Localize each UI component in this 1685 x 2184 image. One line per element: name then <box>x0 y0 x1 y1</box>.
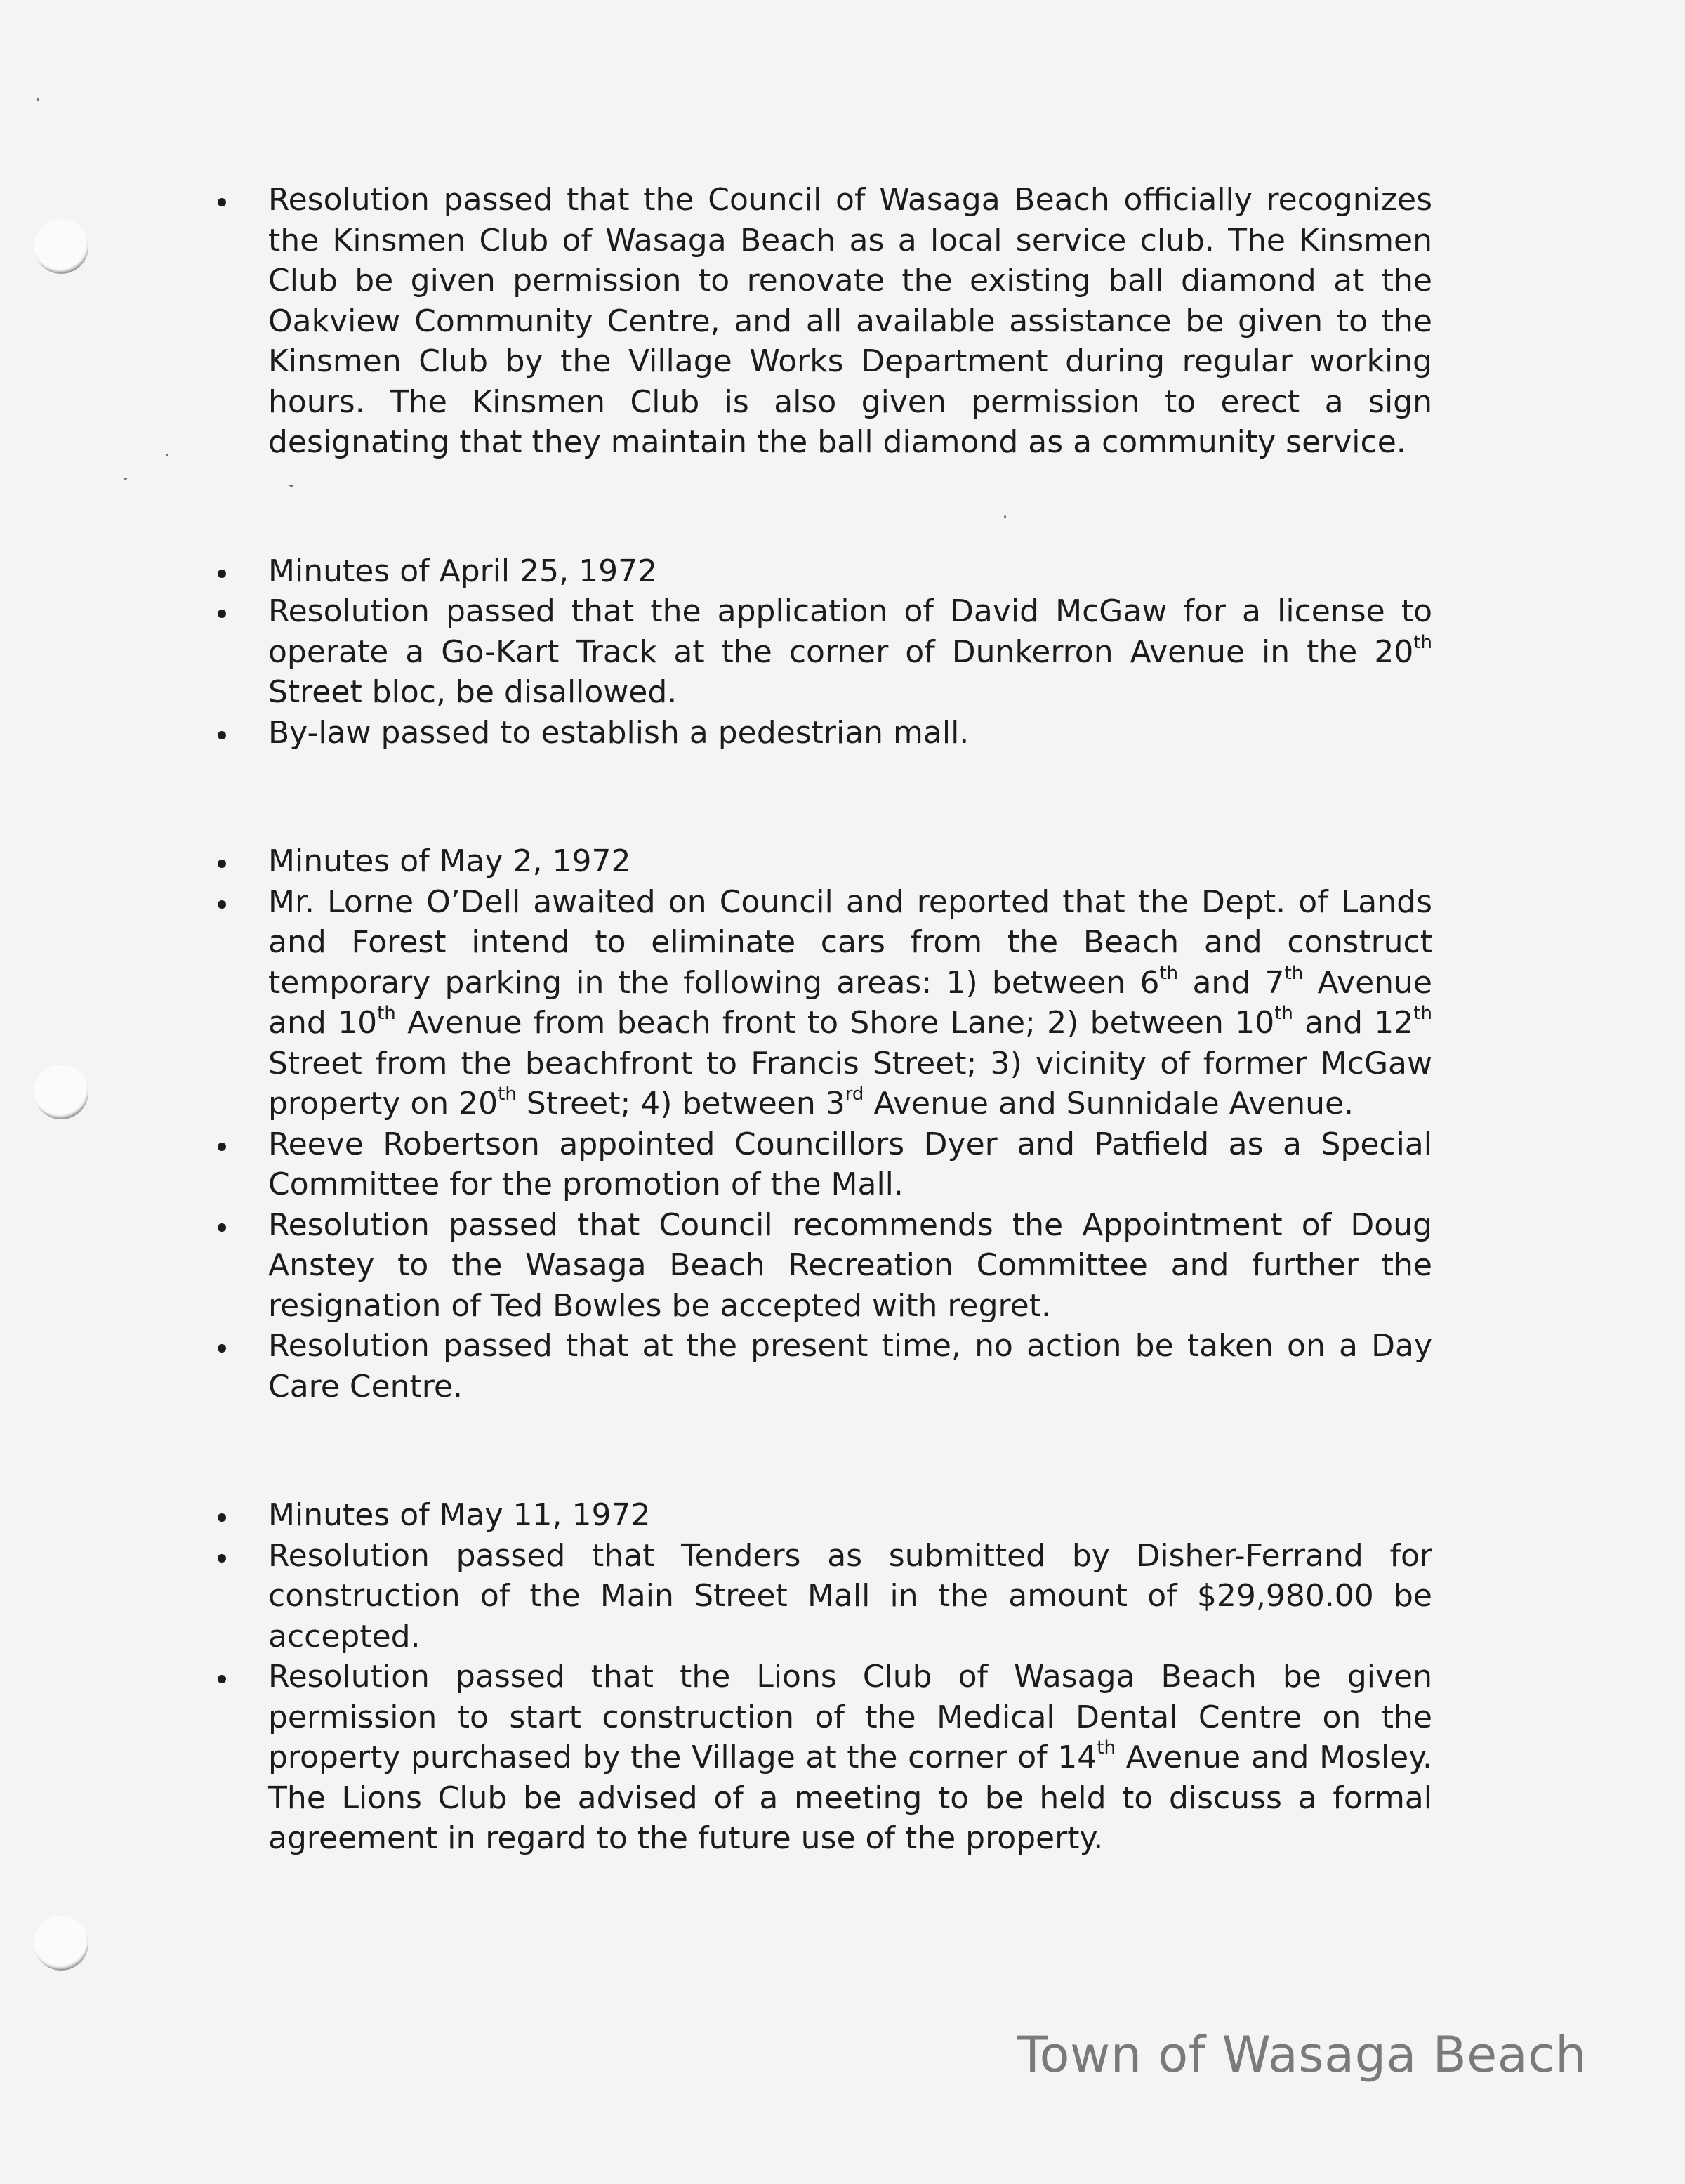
list-item: Resolution passed that at the present time, no action be taken on a Day Care Centre. <box>211 1326 1432 1407</box>
list-item: Resolution passed that the application of David McGaw for a license to operate a Go-Kart Track at the corner of Dunkerron Avenue in the 20th Street bloc, be disallowed. <box>211 591 1432 713</box>
punch-hole-top <box>34 219 88 274</box>
section-may-2 <box>211 841 1432 1407</box>
list-item: Mr. Lorne O’Dell awaited on Council and reported that the Dept. of Lands and Forest intend to eliminate cars from the Beach and construct temporary parking in the following areas: 1) between 6th and 7th Avenue and 10th Avenue from beach front to Shore Lane; 2) between 10th and 12th Street from the beachfront to Francis Street; 3) vicinity of former McGaw property on 20th Street; 4) between 3rd Avenue and Sunnidale Avenue. <box>211 882 1432 1124</box>
minutes-heading: Minutes of April 25, 1972 <box>211 551 1432 592</box>
section-april-25 <box>211 551 1432 754</box>
minutes-heading: Minutes of May 2, 1972 <box>211 841 1432 882</box>
list-item: Resolution passed that Tenders as submitted by Disher-Ferrand for construction of the Main Street Mall in the amount of $29,980.00 be accepted. <box>211 1536 1432 1657</box>
list-item: Resolution passed that the Lions Club of Wasaga Beach be given permission to start construction of the Medical Dental Centre on the property purchased by the Village at the corner of 14th Avenue and Mosley. The Lions Club be advised of a meeting to be held to discuss a formal agreement in regard to the future use of the property. <box>211 1657 1432 1859</box>
town-watermark: Town of Wasaga Beach <box>1017 2026 1587 2084</box>
list-item: By-law passed to establish a pedestrian mall. <box>211 713 1432 754</box>
section-kinsmen <box>211 180 1432 463</box>
punch-hole-middle <box>34 1065 88 1119</box>
minutes-content <box>211 180 1432 1859</box>
scan-speck <box>166 454 168 456</box>
section-gap <box>211 1407 1432 1495</box>
section-may-11 <box>211 1495 1432 1859</box>
scan-speck <box>37 98 39 101</box>
punch-hole-bottom <box>34 1916 88 1971</box>
scan-speck <box>124 478 127 480</box>
minutes-heading: Minutes of May 11, 1972 <box>211 1495 1432 1536</box>
section-gap <box>211 463 1432 551</box>
list-item: Resolution passed that Council recommends the Appointment of Doug Anstey to the Wasaga Beach Recreation Committee and further the resignation of Ted Bowles be accepted with regret. <box>211 1205 1432 1327</box>
section-gap <box>211 753 1432 841</box>
list-item: Reeve Robertson appointed Councillors Dyer and Patfield as a Special Committee for the promotion of the Mall. <box>211 1124 1432 1205</box>
list-item: Resolution passed that the Council of Wasaga Beach officially recognizes the Kinsmen Club of Wasaga Beach as a local service club. The Kinsmen Club be given permission to renovate the existing ball diamond at the Oakview Community Centre, and all available assistance be given to the Kinsmen Club by the Village Works Department during regular working hours. The Kinsmen Club is also given permission to erect a sign designating that they maintain the ball diamond as a community service. <box>211 180 1432 463</box>
